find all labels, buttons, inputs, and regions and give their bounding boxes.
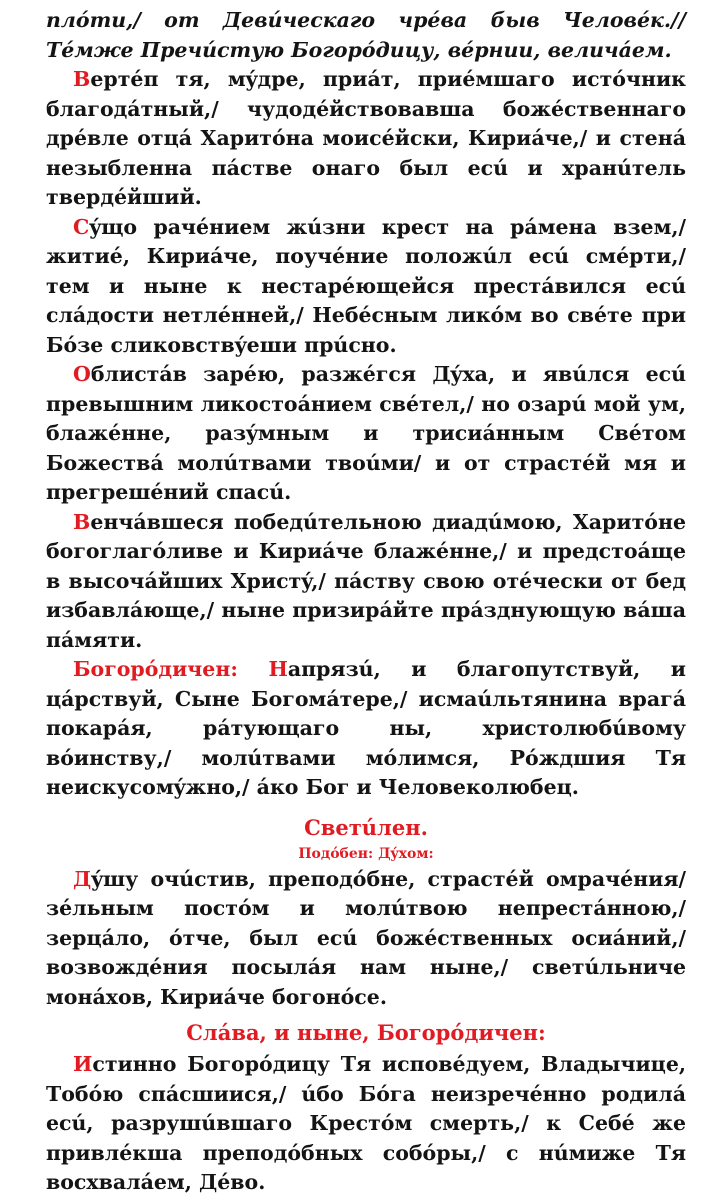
troparion-3 (46, 360, 686, 508)
troparion-1 (46, 65, 686, 213)
svetilen-text: ýшу очúстив, преподóбне, страстéй омрачéния/ зéльным постóм и молúтвою непрестáнною,/ зерцáло, óтче, был есú божéственных осиáний,/ возвождéния посылáя нам нынe,/ светúльниче монáхов, Кириáче богонóсе. (46, 866, 686, 1009)
drop-initial: В (73, 509, 91, 534)
slava-text: стинно Богорóдицу Тя исповéдуем, Владычице, Тобóю спáсшиися,/ úбо Бóга неизречéнно родилá есú, разрушúвшаго Крестóм смерть,/ к Себé же привлéкша преподóбных собóры,/ с нúмиже Тя восхвалáем, Дéво. (46, 1052, 686, 1194)
drop-initial: В (73, 67, 91, 91)
drop-initial: И (73, 1052, 93, 1076)
drop-initial: С (73, 214, 90, 239)
troparion-4 (46, 508, 686, 656)
drop-initial: Д (73, 866, 92, 891)
drop-initial: О (73, 362, 91, 386)
intro-paragraph (46, 6, 686, 65)
podoben-note: Подóбен: Дýхом: (298, 845, 434, 862)
troparion-text: апрязú, и благопутствуй, и цáрствуй, Сынe Богомáтере,/ исмаúльтянина врагá покарáя, рáтующаго ны, христолюбúвому вóинству,/ молúтвами мóлимся, Рóждшия Тя неискусомýжно,/ áко Бог и Человеколюбец. (46, 657, 686, 799)
troparion-text: ертéп тя, мýдре, приáт, приéмшаго истóчник благодáтный,/ чудодéйствовавша божéственнаго дрéвле отцá Харитóна моисéйски, Кириáче,/ и стенá незыбленна пáстве онаго был есú и хранúтель твердéйший. (46, 67, 686, 209)
slava-paragraph (46, 1050, 686, 1198)
drop-initial: Н (268, 657, 288, 681)
troparion-text: енчáвшеся победúтельною диадúмою, Харитóне богоглагóливе и Кириáче блажéнне,/ и предстоáще в высочáйших Христý,/ пáству свою отéчески от бед избавлáюще,/ нынe призирáйте прáзднующую вáша пáмяти. (46, 509, 686, 652)
troparion-2 (46, 213, 686, 361)
troparion-text: ýщо рачéнием жúзни крест на рáмена взем,/ житиé, Кириáче, поучéние положúл есú смéрти,/ тем и нынe к нестарéющейся престáвился есú слáдости нетлéнней,/ Небéсным ликóм во свéте при Бóзе сликовствýеши прúсно. (46, 214, 686, 357)
intro-text: плóти,/ от Девúческаго чрéва быв Человéк.// Тéмже Пречúстую Богорóдицу, вéрнии, величáем. (46, 8, 686, 62)
svetilen-paragraph (46, 865, 686, 1013)
troparion-text: блистáв зарéю, разжéгся Дýха, и явúлся есú превышним ликостоáнием свéтел,/ но озарú мой ум, блажéнне, разýмным и трисиáнным Свéтом Божествá молúтвами твоúми/ и от страстéй мя и прегрешéний спасú. (46, 362, 686, 504)
theotokion-rubric: Богорóдичен: (73, 657, 269, 681)
svetilen-title: Светúлен. (304, 814, 428, 840)
slava-title: Слáва, и нынe, Богорóдичен: (186, 1020, 546, 1045)
theotokion (46, 655, 686, 803)
